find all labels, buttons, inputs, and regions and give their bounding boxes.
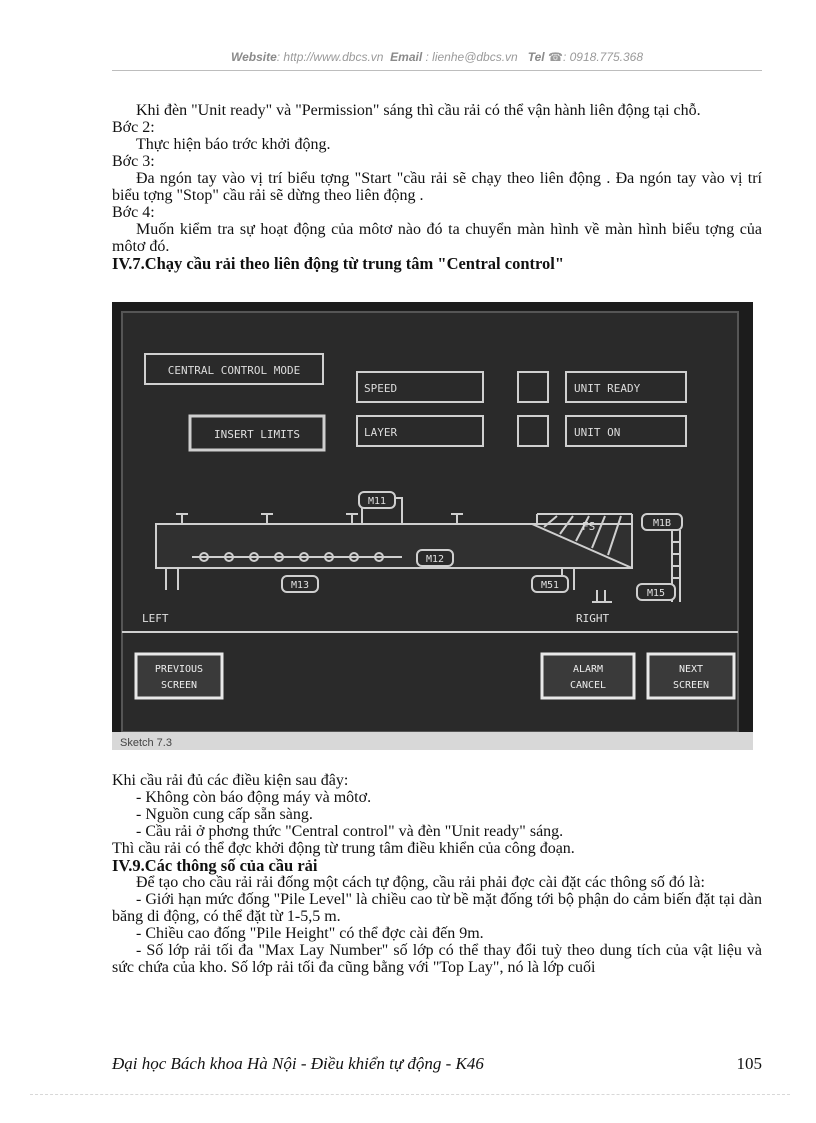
page-number: 105 [736,1054,762,1073]
step-heading: Bớc 2: [112,119,155,136]
motor-m1b[interactable] [642,514,682,530]
next-screen-button[interactable] [648,654,734,698]
speed-label: SPEED [364,382,398,395]
email-label: Email [390,50,423,64]
motor-m12[interactable] [417,550,453,566]
svg-text:ALARM: ALARM [572,664,604,675]
svg-text:M1B: M1B [652,518,672,529]
layer-label: LAYER [364,426,398,439]
step-heading: Bớc 4: [112,204,155,221]
fs-label: FS [582,520,596,533]
insert-limits-label: INSERT LIMITS [213,428,301,441]
paragraph: - Giới hạn mức đống "Pile Level" là chiều cao từ bề mặt đống tới bộ phận do cảm biến đặt tại dàn băng di động, có thể đặt từ 1-5,5 m. [112,891,762,925]
svg-text:M11: M11 [367,496,387,507]
paragraph: Đa ngón tay vào vị trí biểu tợng "Start "cầu rải sẽ chạy theo liên động . Đa ngón tay vào vị trí biểu tợng "Stop" cầu rải sẽ dừng theo liên động . [112,170,762,204]
section-heading-iv9: IV.9.Các thông số của cầu rải [112,856,318,875]
previous-screen-button[interactable] [136,654,222,698]
motor-m51[interactable] [532,576,568,592]
paragraph: - Số lớp rải tối đa "Max Lay Number" số lớp có thể thay đổi tuỳ theo dung tích của vật liệu và sức chứa của kho. Số lớp rải tối đa cũng bằng với "Top Lay", nó là lớp cuối [112,942,762,976]
page-footer: Đại học Bách khoa Hà Nội - Điều khiển tự động - K46 [112,1054,484,1073]
svg-text:M12: M12 [425,554,445,565]
step-heading: Bớc 3: [112,153,155,170]
central-control-screen-figure [112,302,753,750]
svg-text:M13: M13 [290,580,310,591]
paragraph: Thực hiện báo trớc khởi động. [136,136,331,153]
tel-number: : 0918.775.368 [562,50,644,64]
figure-caption: Sketch 7.3 [120,737,172,749]
page-bottom-divider [30,1094,790,1095]
header-divider [112,70,762,71]
motor-m13[interactable] [282,576,318,592]
phone-icon: ☎ [548,50,563,64]
left-label: LEFT [142,612,169,625]
paragraph: - Chiều cao đống "Pile Height" có thể đợc cài đến 9m. [136,925,484,942]
list-item: - Không còn báo động máy và môtơ. [136,789,372,806]
list-item: - Cầu rải ở phơng thức "Central control" và đèn "Unit ready" sáng. [136,823,564,840]
svg-text:PREVIOUS: PREVIOUS [154,664,204,675]
section-heading-iv7: IV.7.Chạy cầu rải theo liên động từ trung tâm "Central control" [112,254,565,273]
unit-ready-label: UNIT READY [574,382,641,395]
list-item: - Nguồn cung cấp sẵn sàng. [136,806,313,823]
svg-text:NEXT: NEXT [678,664,704,675]
svg-text:CANCEL: CANCEL [569,680,607,691]
paragraph: Khi đèn "Unit ready" và "Permission" sáng thì cầu rải có thể vận hành liên động tại chỗ. [136,102,701,119]
alarm-cancel-button[interactable] [542,654,634,698]
paragraph: Thì cầu rải có thể đợc khởi động từ trung tâm điều khiển của công đoạn. [112,840,575,857]
svg-text:SCREEN: SCREEN [160,680,198,691]
website-label: Website [230,50,277,64]
unit-on-label: UNIT ON [574,426,621,439]
paragraph: Để tạo cho cầu rải rải đống một cách tự động, cầu rải phải đợc cài đặt các thông số đó là: [136,874,705,891]
website-url[interactable]: : http://www.dbcs.vn [276,50,384,64]
svg-text:M51: M51 [540,580,560,591]
mode-label: CENTRAL CONTROL MODE [167,364,301,377]
paragraph: Khi cầu rải đủ các điều kiện sau đây: [112,772,349,789]
tel-label: Tel [527,50,545,64]
body-top [112,102,762,272]
svg-text:M15: M15 [646,588,666,599]
motor-m15[interactable] [637,584,675,600]
page-header [112,50,762,64]
right-label: RIGHT [576,612,610,625]
motor-m11[interactable] [359,492,395,508]
email-address[interactable]: : lienhe@dbcs.vn [425,50,518,64]
paragraph: Muốn kiểm tra sự hoạt động của môtơ nào đó ta chuyển màn hình về màn hình biểu tợng của môtơ đó. [112,221,762,255]
body-mid [112,772,762,976]
svg-text:SCREEN: SCREEN [672,680,710,691]
